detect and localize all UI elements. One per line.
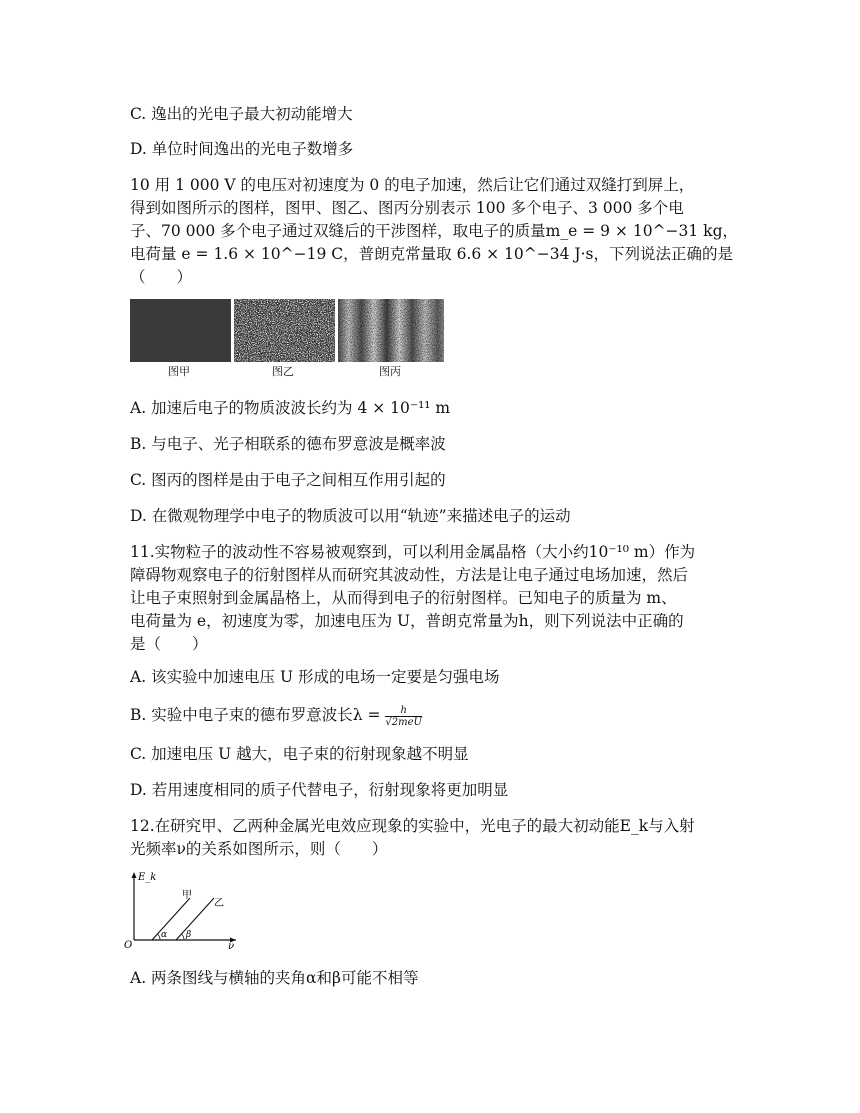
figure-yi-caption: 图乙 xyxy=(272,365,294,378)
q10-stem-line-5: （ ） xyxy=(130,268,193,286)
q12-option-a: A. 两条图线与横轴的夹角α和β可能不相等 xyxy=(130,969,419,987)
q11-stem-line-5: 是（ ） xyxy=(130,635,208,653)
q10-stem-line-3: 子、70 000 多个电子通过双缝后的干涉图样，取电子的质量m_e = 9 × 10^−31 kg， xyxy=(130,222,738,240)
q11-option-b-text: B. 实验中电子束的德布罗意波长λ = xyxy=(130,706,386,724)
q11-stem-line-3: 让电子束照射到金属晶格上，从而得到电子的衍射图样。已知电子的质量为 m、 xyxy=(130,589,677,607)
figure-bing-pattern xyxy=(338,299,444,362)
fraction-denominator: √2meU xyxy=(385,716,422,728)
angle-alpha-arc xyxy=(158,934,161,940)
prev-option-c: C. 逸出的光电子最大初动能增大 xyxy=(130,105,353,123)
y-axis-label: E_k xyxy=(138,872,157,883)
q10-option-a: A. 加速后电子的物质波波长约为 4 × 10⁻¹¹ m xyxy=(130,399,451,417)
wavelength-fraction xyxy=(385,705,422,728)
q10-stem-line-2: 得到如图所示的图样，图甲、图乙、图丙分别表示 100 多个电子、3 000 多个电 xyxy=(130,199,684,217)
q11-stem-line-1: 11.实物粒子的波动性不容易被观察到，可以利用金属晶格（大小约10⁻¹⁰ m）作为 xyxy=(130,543,696,561)
line-jia xyxy=(152,898,190,940)
prev-option-d: D. 单位时间逸出的光电子数增多 xyxy=(130,140,354,158)
angle-beta-arc xyxy=(182,934,185,940)
figure-bing-caption: 图丙 xyxy=(379,365,401,378)
figure-yi-pattern xyxy=(234,299,335,362)
q11-option-b xyxy=(130,704,422,728)
q10-stem-line-1: 10 用 1 000 V 的电压对初速度为 0 的电子加速，然后让它们通过双缝打到屏上， xyxy=(130,176,695,194)
line-yi-label: 乙 xyxy=(214,898,224,909)
line-yi xyxy=(176,898,214,940)
origin-label: O xyxy=(124,940,133,950)
q10-option-d: D. 在微观物理学中电子的物质波可以用“轨迹”来描述电子的运动 xyxy=(130,507,571,525)
q11-option-c: C. 加速电压 U 越大，电子束的衍射现象越不明显 xyxy=(130,745,469,763)
q10-stem-line-4: 电荷量 e = 1.6 × 10^−19 C，普朗克常量取 6.6 × 10^−34 J·s，下列说法正确的是 xyxy=(130,245,734,263)
figure-jia-caption: 图甲 xyxy=(168,365,190,378)
q10-option-b: B. 与电子、光子相联系的德布罗意波是概率波 xyxy=(130,435,446,453)
fraction-numerator: h xyxy=(385,705,422,717)
q12-stem-line-2: 光频率ν的关系如图所示，则（ ） xyxy=(130,840,388,858)
angle-alpha-label: α xyxy=(161,930,168,940)
figure-jia-pattern xyxy=(130,299,231,362)
q12-stem-line-1: 12.在研究甲、乙两种金属光电效应现象的实验中，光电子的最大初动能E_k与入射 xyxy=(130,817,695,835)
q10-option-c: C. 图丙的图样是由于电子之间相互作用引起的 xyxy=(130,471,446,489)
y-axis-arrow xyxy=(132,872,137,878)
line-jia-label: 甲 xyxy=(182,890,192,901)
q11-stem-line-4: 电荷量为 e，初速度为零，加速电压为 U，普朗克常量为h，则下列说法中正确的 xyxy=(130,612,684,630)
q10-interference-figure xyxy=(130,299,445,379)
q11-option-d: D. 若用速度相同的质子代替电子，衍射现象将更加明显 xyxy=(130,781,509,799)
q11-option-a: A. 该实验中加速电压 U 形成的电场一定要是匀强电场 xyxy=(130,668,500,686)
x-axis-label: ν xyxy=(228,941,235,950)
ek-frequency-graph xyxy=(124,868,244,950)
q11-stem-line-2: 障碍物观察电子的衍射图样从而研究其波动性，方法是让电子通过电场加速，然后 xyxy=(130,566,689,584)
angle-beta-label: β xyxy=(186,930,192,940)
